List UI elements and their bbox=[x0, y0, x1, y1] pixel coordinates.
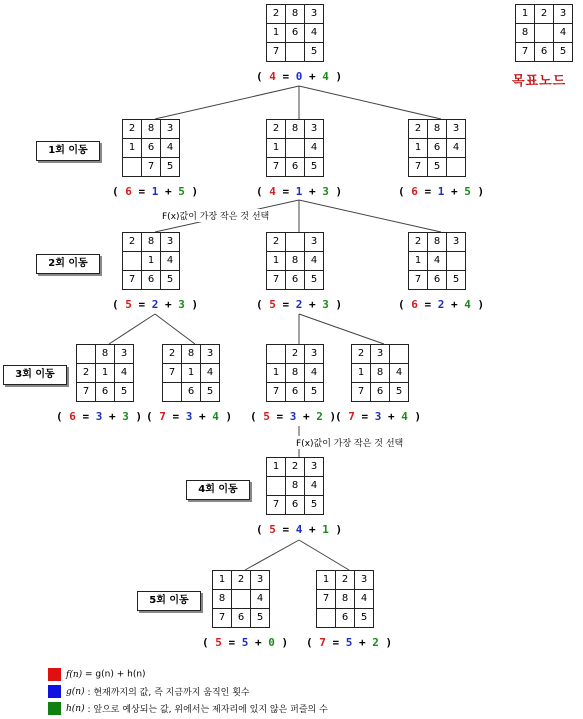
score-symbol: = bbox=[275, 70, 296, 83]
score-symbol: = bbox=[221, 636, 242, 649]
score-f-value: 5 bbox=[215, 636, 222, 649]
tile-5: 5 bbox=[305, 43, 324, 62]
puzzle-node-m1a bbox=[122, 119, 180, 177]
score-symbol: ) bbox=[274, 636, 289, 649]
score-symbol: ( bbox=[256, 185, 270, 198]
score-f-value: 5 bbox=[263, 410, 270, 423]
score-h-value: 2 bbox=[372, 636, 379, 649]
tile-3: 3 bbox=[305, 233, 324, 252]
goal-label: 목표노드 bbox=[512, 74, 567, 89]
score-f-value: 7 bbox=[348, 410, 355, 423]
tile-7: 7 bbox=[267, 43, 286, 62]
score-symbol: = bbox=[131, 298, 152, 311]
tile-1: 1 bbox=[317, 571, 336, 590]
tile-3: 3 bbox=[447, 120, 466, 139]
tile-5: 5 bbox=[305, 496, 324, 515]
score-g-value: 3 bbox=[289, 410, 297, 423]
puzzle-node-m1b bbox=[266, 119, 324, 177]
score-symbol: = bbox=[325, 636, 346, 649]
score-symbol: ) bbox=[184, 298, 199, 311]
puzzle-node-m4 bbox=[266, 457, 324, 515]
tile-1: 1 bbox=[267, 24, 286, 43]
score-h-value: 4 bbox=[212, 410, 219, 423]
empty-cell bbox=[535, 24, 554, 43]
tile-4: 4 bbox=[554, 24, 573, 43]
score-f-value: 4 bbox=[269, 70, 276, 83]
score-h-value: 4 bbox=[322, 70, 329, 83]
score-g-value: 1 bbox=[437, 185, 445, 198]
legend-f-symbol: f(n) bbox=[66, 670, 83, 680]
score-h-value: 0 bbox=[268, 636, 275, 649]
score-m3d bbox=[335, 410, 421, 423]
tile-2: 2 bbox=[267, 120, 286, 139]
legend-h-swatch bbox=[48, 702, 61, 715]
tile-8: 8 bbox=[286, 477, 305, 496]
tile-1: 1 bbox=[182, 364, 201, 383]
puzzle-node-m1c bbox=[408, 119, 466, 177]
tile-8: 8 bbox=[213, 590, 232, 609]
legend-f bbox=[48, 668, 146, 681]
puzzle-node-root bbox=[266, 4, 324, 62]
legend-h-symbol: h(n) bbox=[66, 704, 85, 714]
legend-g-text: : 현재까지의 값, 즉 지금까지 움직인 횟수 bbox=[84, 688, 250, 698]
tile-6: 6 bbox=[336, 609, 355, 628]
tile-6: 6 bbox=[286, 158, 305, 177]
score-h-value: 5 bbox=[464, 185, 471, 198]
score-symbol: ( bbox=[202, 636, 216, 649]
tile-1: 1 bbox=[96, 364, 115, 383]
tile-7: 7 bbox=[409, 158, 428, 177]
score-symbol: = bbox=[354, 410, 375, 423]
score-m3a bbox=[56, 410, 142, 423]
score-f-value: 7 bbox=[159, 410, 166, 423]
score-g-value: 2 bbox=[151, 298, 159, 311]
score-symbol: ) bbox=[470, 298, 485, 311]
score-symbol: + bbox=[192, 410, 213, 423]
score-symbol: + bbox=[352, 636, 373, 649]
score-symbol: ) bbox=[328, 70, 343, 83]
empty-cell bbox=[447, 252, 466, 271]
score-symbol: ) bbox=[407, 410, 422, 423]
tile-2: 2 bbox=[123, 120, 142, 139]
score-h-value: 2 bbox=[316, 410, 323, 423]
score-m5a bbox=[202, 636, 288, 649]
edge-5-1 bbox=[299, 540, 349, 570]
score-symbol: ) bbox=[378, 636, 393, 649]
step-label-5: 5회 이동 bbox=[137, 591, 201, 611]
tile-3: 3 bbox=[201, 345, 220, 364]
tile-4: 4 bbox=[305, 139, 324, 158]
score-h-value: 4 bbox=[401, 410, 408, 423]
tile-6: 6 bbox=[535, 43, 554, 62]
step-label-3: 3회 이동 bbox=[3, 365, 67, 385]
empty-cell bbox=[286, 139, 305, 158]
score-m2c bbox=[398, 298, 484, 311]
puzzle-node-m2c bbox=[408, 232, 466, 290]
score-m1c bbox=[398, 185, 484, 198]
tile-2: 2 bbox=[535, 5, 554, 24]
score-g-value: 3 bbox=[95, 410, 103, 423]
score-h-value: 5 bbox=[178, 185, 185, 198]
tile-2: 2 bbox=[336, 571, 355, 590]
score-g-value: 0 bbox=[295, 70, 303, 83]
tile-3: 3 bbox=[305, 458, 324, 477]
tile-6: 6 bbox=[428, 139, 447, 158]
puzzle-node-m5a bbox=[212, 570, 270, 628]
score-symbol: = bbox=[275, 185, 296, 198]
score-symbol: + bbox=[444, 185, 465, 198]
tile-8: 8 bbox=[182, 345, 201, 364]
score-symbol: ( bbox=[250, 410, 264, 423]
score-symbol: ) bbox=[218, 410, 233, 423]
tile-5: 5 bbox=[305, 158, 324, 177]
tile-8: 8 bbox=[336, 590, 355, 609]
score-symbol: = bbox=[417, 298, 438, 311]
score-symbol: = bbox=[269, 410, 290, 423]
tile-5: 5 bbox=[161, 271, 180, 290]
tile-8: 8 bbox=[286, 252, 305, 271]
goal-puzzle bbox=[515, 4, 573, 62]
empty-cell bbox=[77, 345, 96, 364]
score-symbol: + bbox=[102, 410, 123, 423]
score-symbol: ( bbox=[112, 298, 126, 311]
edge-3-1 bbox=[299, 314, 384, 344]
score-symbol: = bbox=[275, 298, 296, 311]
tile-5: 5 bbox=[251, 609, 270, 628]
legend-g-swatch bbox=[48, 685, 61, 698]
legend-f-text: = g(n) + h(n) bbox=[82, 669, 146, 680]
tile-2: 2 bbox=[163, 345, 182, 364]
empty-cell bbox=[123, 158, 142, 177]
score-g-value: 3 bbox=[185, 410, 193, 423]
edge-2-1 bbox=[155, 314, 195, 344]
score-symbol: = bbox=[75, 410, 96, 423]
empty-cell bbox=[317, 609, 336, 628]
tile-6: 6 bbox=[286, 24, 305, 43]
score-symbol: + bbox=[381, 410, 402, 423]
tile-8: 8 bbox=[428, 233, 447, 252]
score-symbol: ) bbox=[328, 523, 343, 536]
puzzle-node-m5b bbox=[316, 570, 374, 628]
tile-8: 8 bbox=[286, 364, 305, 383]
score-m1a bbox=[112, 185, 198, 198]
score-symbol: = bbox=[131, 185, 152, 198]
score-symbol: = bbox=[275, 523, 296, 536]
tile-7: 7 bbox=[352, 383, 371, 402]
tile-5: 5 bbox=[305, 383, 324, 402]
tile-5: 5 bbox=[161, 158, 180, 177]
edge-5-0 bbox=[245, 540, 299, 570]
tile-6: 6 bbox=[286, 271, 305, 290]
tile-1: 1 bbox=[123, 139, 142, 158]
score-f-value: 4 bbox=[269, 185, 276, 198]
score-symbol: + bbox=[444, 298, 465, 311]
legend-g bbox=[48, 685, 250, 698]
tile-4: 4 bbox=[115, 364, 134, 383]
empty-cell bbox=[232, 590, 251, 609]
score-symbol: = bbox=[417, 185, 438, 198]
score-symbol: + bbox=[296, 410, 317, 423]
tile-1: 1 bbox=[267, 364, 286, 383]
puzzle-node-m3c bbox=[266, 344, 324, 402]
tile-5: 5 bbox=[428, 158, 447, 177]
score-root bbox=[256, 70, 342, 83]
tile-6: 6 bbox=[286, 496, 305, 515]
score-symbol: + bbox=[302, 185, 323, 198]
tile-6: 6 bbox=[428, 271, 447, 290]
step-label-2: 2회 이동 bbox=[36, 254, 100, 274]
tile-6: 6 bbox=[142, 271, 161, 290]
score-f-value: 7 bbox=[319, 636, 326, 649]
tile-4: 4 bbox=[390, 364, 409, 383]
tile-8: 8 bbox=[516, 24, 535, 43]
edge-0-0 bbox=[155, 86, 299, 119]
tile-3: 3 bbox=[251, 571, 270, 590]
tile-3: 3 bbox=[305, 345, 324, 364]
score-symbol: ) bbox=[128, 410, 143, 423]
tile-3: 3 bbox=[554, 5, 573, 24]
score-symbol: ) bbox=[184, 185, 199, 198]
score-h-value: 3 bbox=[322, 298, 329, 311]
tile-7: 7 bbox=[123, 271, 142, 290]
tile-5: 5 bbox=[115, 383, 134, 402]
tile-8: 8 bbox=[142, 233, 161, 252]
score-symbol: ( bbox=[256, 298, 270, 311]
tile-4: 4 bbox=[305, 252, 324, 271]
score-m1b bbox=[256, 185, 342, 198]
tile-5: 5 bbox=[201, 383, 220, 402]
tile-1: 1 bbox=[142, 252, 161, 271]
tile-4: 4 bbox=[355, 590, 374, 609]
score-f-value: 5 bbox=[269, 523, 276, 536]
tile-8: 8 bbox=[428, 120, 447, 139]
score-g-value: 2 bbox=[437, 298, 445, 311]
empty-cell bbox=[447, 158, 466, 177]
tile-7: 7 bbox=[267, 383, 286, 402]
legend-h bbox=[48, 702, 328, 715]
empty-cell bbox=[267, 477, 286, 496]
score-symbol: + bbox=[248, 636, 269, 649]
tile-7: 7 bbox=[213, 609, 232, 628]
score-g-value: 5 bbox=[345, 636, 353, 649]
score-symbol: ) bbox=[470, 185, 485, 198]
score-m2a bbox=[112, 298, 198, 311]
selection-note-1: F(x)값이 가장 작은 것 선택 bbox=[162, 209, 269, 222]
tile-4: 4 bbox=[201, 364, 220, 383]
tile-4: 4 bbox=[305, 24, 324, 43]
tile-4: 4 bbox=[447, 139, 466, 158]
score-g-value: 5 bbox=[241, 636, 249, 649]
tile-8: 8 bbox=[371, 364, 390, 383]
score-f-value: 6 bbox=[69, 410, 76, 423]
tile-2: 2 bbox=[409, 233, 428, 252]
score-m2b bbox=[256, 298, 342, 311]
tile-4: 4 bbox=[161, 252, 180, 271]
score-symbol: ( bbox=[146, 410, 160, 423]
tile-1: 1 bbox=[516, 5, 535, 24]
tile-7: 7 bbox=[267, 496, 286, 515]
tile-8: 8 bbox=[96, 345, 115, 364]
score-g-value: 4 bbox=[295, 523, 303, 536]
tile-3: 3 bbox=[305, 5, 324, 24]
tile-4: 4 bbox=[161, 139, 180, 158]
tile-3: 3 bbox=[161, 233, 180, 252]
tile-2: 2 bbox=[286, 345, 305, 364]
edge-1-2 bbox=[299, 200, 441, 232]
tile-2: 2 bbox=[267, 5, 286, 24]
score-symbol: = bbox=[165, 410, 186, 423]
tile-1: 1 bbox=[267, 139, 286, 158]
score-f-value: 6 bbox=[411, 185, 418, 198]
tile-3: 3 bbox=[305, 120, 324, 139]
tile-1: 1 bbox=[213, 571, 232, 590]
score-symbol: + bbox=[302, 523, 323, 536]
score-symbol: ) bbox=[322, 410, 337, 423]
score-symbol: + bbox=[158, 185, 179, 198]
score-f-value: 5 bbox=[269, 298, 276, 311]
tile-8: 8 bbox=[286, 120, 305, 139]
tile-2: 2 bbox=[409, 120, 428, 139]
tile-5: 5 bbox=[390, 383, 409, 402]
legend-h-text: : 앞으로 예상되는 값, 위에서는 제자리에 있지 않은 퍼즐의 수 bbox=[84, 705, 328, 715]
score-g-value: 1 bbox=[295, 185, 303, 198]
score-f-value: 5 bbox=[125, 298, 132, 311]
score-g-value: 2 bbox=[295, 298, 303, 311]
tile-1: 1 bbox=[267, 458, 286, 477]
score-symbol: ( bbox=[335, 410, 349, 423]
empty-cell bbox=[123, 252, 142, 271]
tile-6: 6 bbox=[142, 139, 161, 158]
puzzle-node-m2a bbox=[122, 232, 180, 290]
score-h-value: 3 bbox=[178, 298, 185, 311]
score-symbol: + bbox=[302, 298, 323, 311]
tile-6: 6 bbox=[232, 609, 251, 628]
tile-2: 2 bbox=[352, 345, 371, 364]
score-symbol: ( bbox=[256, 523, 270, 536]
tile-7: 7 bbox=[267, 271, 286, 290]
score-symbol: ( bbox=[112, 185, 126, 198]
score-g-value: 1 bbox=[151, 185, 159, 198]
selection-note-2: F(x)값이 가장 작은 것 선택 bbox=[296, 436, 403, 449]
score-symbol: ( bbox=[398, 185, 412, 198]
empty-cell bbox=[286, 233, 305, 252]
score-symbol: + bbox=[302, 70, 323, 83]
tile-2: 2 bbox=[232, 571, 251, 590]
score-symbol: ( bbox=[306, 636, 320, 649]
tile-6: 6 bbox=[96, 383, 115, 402]
tile-3: 3 bbox=[355, 571, 374, 590]
tile-7: 7 bbox=[317, 590, 336, 609]
score-symbol: ) bbox=[328, 185, 343, 198]
score-m3b bbox=[146, 410, 232, 423]
tile-1: 1 bbox=[409, 252, 428, 271]
score-m4 bbox=[256, 523, 342, 536]
edge-2-0 bbox=[109, 314, 155, 344]
step-label-4: 4회 이동 bbox=[186, 480, 250, 500]
score-h-value: 4 bbox=[464, 298, 471, 311]
empty-cell bbox=[390, 345, 409, 364]
tile-4: 4 bbox=[305, 364, 324, 383]
tile-8: 8 bbox=[142, 120, 161, 139]
tile-4: 4 bbox=[251, 590, 270, 609]
tile-5: 5 bbox=[305, 271, 324, 290]
legend-g-symbol: g(n) bbox=[66, 687, 85, 697]
tile-3: 3 bbox=[161, 120, 180, 139]
puzzle-node-m3b bbox=[162, 344, 220, 402]
tile-3: 3 bbox=[447, 233, 466, 252]
tile-5: 5 bbox=[355, 609, 374, 628]
tile-1: 1 bbox=[352, 364, 371, 383]
score-symbol: + bbox=[158, 298, 179, 311]
score-h-value: 3 bbox=[122, 410, 129, 423]
score-h-value: 1 bbox=[322, 523, 329, 536]
tile-6: 6 bbox=[286, 383, 305, 402]
score-symbol: ( bbox=[56, 410, 70, 423]
tile-2: 2 bbox=[267, 233, 286, 252]
tile-1: 1 bbox=[267, 252, 286, 271]
score-m5b bbox=[306, 636, 392, 649]
tile-2: 2 bbox=[286, 458, 305, 477]
tile-3: 3 bbox=[115, 345, 134, 364]
puzzle-node-m3a bbox=[76, 344, 134, 402]
score-h-value: 3 bbox=[322, 185, 329, 198]
tile-5: 5 bbox=[447, 271, 466, 290]
tile-3: 3 bbox=[371, 345, 390, 364]
legend-f-swatch bbox=[48, 668, 61, 681]
tile-2: 2 bbox=[123, 233, 142, 252]
tile-7: 7 bbox=[77, 383, 96, 402]
score-f-value: 6 bbox=[411, 298, 418, 311]
tile-4: 4 bbox=[428, 252, 447, 271]
tile-7: 7 bbox=[516, 43, 535, 62]
score-symbol: ( bbox=[398, 298, 412, 311]
tile-7: 7 bbox=[409, 271, 428, 290]
tile-5: 5 bbox=[554, 43, 573, 62]
score-m3c bbox=[250, 410, 336, 423]
tile-2: 2 bbox=[77, 364, 96, 383]
empty-cell bbox=[267, 345, 286, 364]
score-symbol: ( bbox=[256, 70, 270, 83]
empty-cell bbox=[286, 43, 305, 62]
edge-0-2 bbox=[299, 86, 441, 119]
tile-1: 1 bbox=[409, 139, 428, 158]
score-g-value: 3 bbox=[374, 410, 382, 423]
score-symbol: ) bbox=[328, 298, 343, 311]
tile-7: 7 bbox=[267, 158, 286, 177]
score-f-value: 6 bbox=[125, 185, 132, 198]
tile-7: 7 bbox=[142, 158, 161, 177]
step-label-1: 1회 이동 bbox=[36, 141, 100, 161]
tile-4: 4 bbox=[305, 477, 324, 496]
tile-7: 7 bbox=[163, 364, 182, 383]
puzzle-node-m2b bbox=[266, 232, 324, 290]
puzzle-node-m3d bbox=[351, 344, 409, 402]
tile-8: 8 bbox=[286, 5, 305, 24]
tile-6: 6 bbox=[371, 383, 390, 402]
empty-cell bbox=[163, 383, 182, 402]
tile-6: 6 bbox=[182, 383, 201, 402]
